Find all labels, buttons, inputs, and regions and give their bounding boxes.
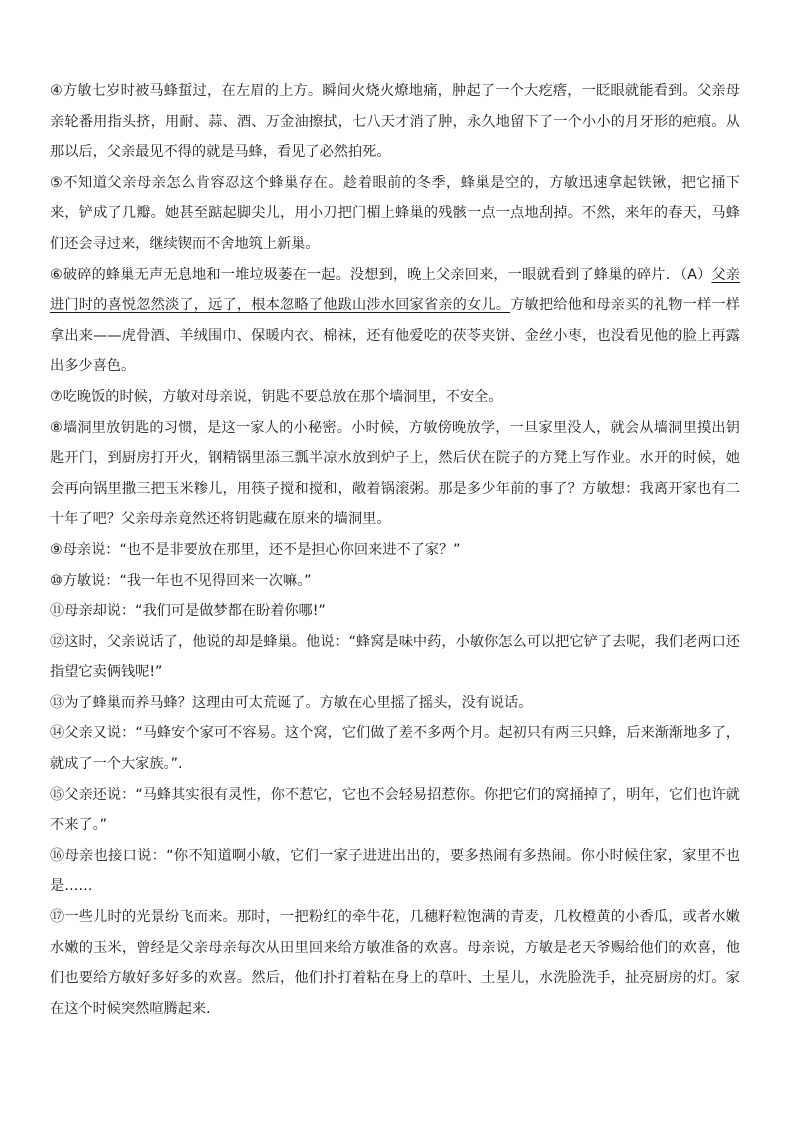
underlined-sentence-a: 父亲进门时的喜悦忽然淡了，远了，根本忽略了他跋山涉水回家省亲的女儿。: [50, 266, 740, 314]
paragraph-17: ⑰一些儿时的光景纷飞而来。那时，一把粉红的牵牛花，几穗籽粒饱满的青麦，几枚橙黄的小香瓜，或者水嫩水嫩的玉米，曾经是父亲母亲每次从田里回来给方敏准备的欢喜。母亲说，方敏是老天爷赐给他们的欢喜，他们也要给方敏好多好多的欢喜。然后，他们扑打着粘在身上的草叶、土星儿，水洗脸洗手，扯亮厨房的灯。家在这个时候突然喧腾起来.: [50, 909, 740, 1017]
paragraph-9: ⑨母亲说：“也不是非要放在那里，还不是担心你回来进不了家？”: [50, 541, 461, 558]
paragraph-11: ⑪母亲却说：“我们可是做梦都在盼着你哪!”: [50, 603, 326, 620]
paragraph-6: [50, 260, 740, 382]
paragraph-15: ⑮父亲还说：“马蜂其实很有灵性，你不惹它，它也不会轻易招惹你。你把它们的窝捅掉了，明年，它们也许就不来了。”: [50, 786, 740, 834]
paragraph-6-rest: 方敏把给他和母亲买的礼物一样一样拿出来——虎骨酒、羊绒围巾、保暖内衣、棉袜，还有他爱吃的茯苓夹饼、金丝小枣，也没看见他的脸上再露出多少喜色。: [50, 297, 740, 375]
paragraph-5: ⑤不知道父亲母亲怎么肯容忍这个蜂巢存在。趁着眼前的冬季，蜂巢是空的，方敏迅速拿起铁锹，把它捅下来，铲成了几瓣。她甚至踮起脚尖儿，用小刀把门楣上蜂巢的残骸一点一点地刮掉。不然，来年的春天，马蜂们还会寻过来，继续锲而不舍地筑上新巢。: [50, 174, 740, 252]
paragraph-14: ⑭父亲又说：“马蜂安个家可不容易。这个窝，它们做了差不多两个月。起初只有两三只蜂，后来渐渐地多了，就成了一个大家族。”.: [50, 725, 740, 773]
paragraph-10: ⑩方敏说：“我一年也不见得回来一次嘛。”: [50, 572, 312, 589]
article-body: [50, 76, 740, 1024]
paragraph-6-lead: ⑥破碎的蜂巢无声无息地和一堆垃圾萎在一起。没想到，晚上父亲回来，一眼就看到了蜂巢的碎片．（A）: [50, 266, 712, 283]
paragraph-4: ④方敏七岁时被马蜂蜇过，在左眉的上方。瞬间火烧火燎地痛，肿起了一个大疙瘩，一眨眼就能看到。父亲母亲轮番用指头挤，用耐、蒜、酒、万金油擦拭，七八天才消了肿，永久地留下了一个小小的月牙形的疤痕。从那以后，父亲最见不得的就是马蜂，看见了必然拍死。: [50, 83, 740, 161]
paragraph-7: ⑦吃晚饭的时候，方敏对母亲说，钥匙不要总放在那个墙洞里，不安全。: [50, 388, 503, 405]
paragraph-13: ⑬为了蜂巢而养马蜂？这理由可太荒诞了。方敏在心里摇了摇头，没有说话。: [50, 694, 533, 711]
paragraph-8: ⑧墙洞里放钥匙的习惯，是这一家人的小秘密。小时候，方敏傍晚放学，一旦家里没人，就会从墙洞里摸出钥匙开门，到厨房打开火，钢精锅里添三瓢半凉水放到炉子上，然后伏在院子的方凳上写作业。水开的时候，她会再向锅里撒三把玉米糁儿，用筷子搅和搅和，敞着锅滚粥。那是多少年前的事了？方敏想：我离开家也有二十年了吧？父亲母亲竟然还将钥匙藏在原来的墙洞里。: [50, 419, 740, 528]
paragraph-12: ⑫这时，父亲说话了，他说的却是蜂巢。他说：“蜂窝是味中药，小敏你怎么可以把它铲了去呢，我们老两口还指望它卖俩钱呢!”: [50, 633, 740, 681]
paragraph-16: ⑯母亲也接口说：“你不知道啊小敏，它们一家子进进出出的，要多热闹有多热闹。你小时候住家，家里不也是……: [50, 847, 740, 895]
